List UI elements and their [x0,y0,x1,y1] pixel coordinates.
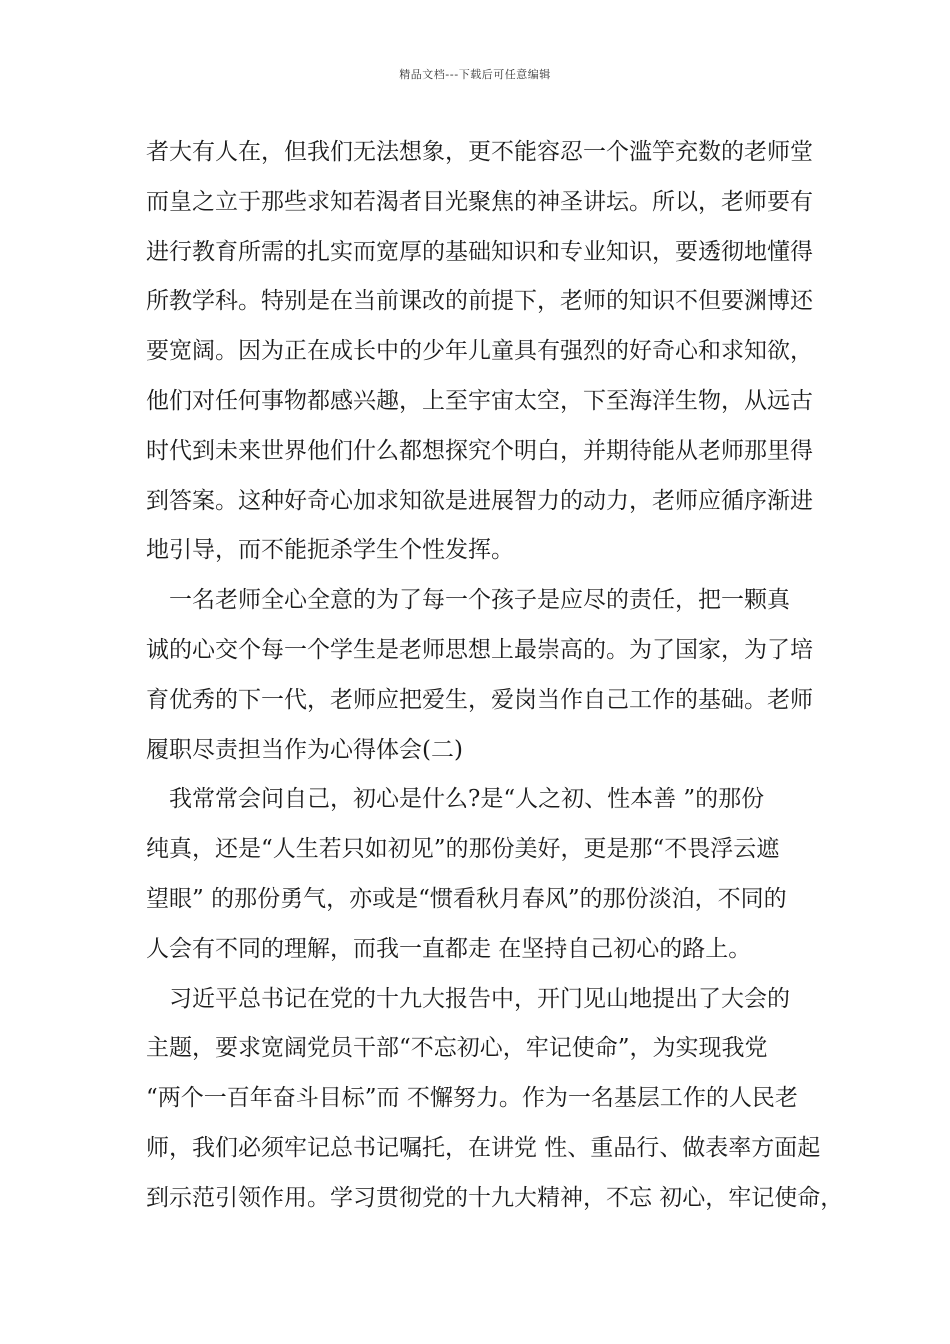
text-line: 师，我们必须牢记总书记嘱托，在讲党 性、重品行、做表率方面起 [146,1134,821,1161]
text-line: 时代到未来世界他们什么都想探究个明白，并期待能从老师那里得 [146,437,813,464]
text-line: 纯真，还是“人生若只如初见”的那份美好，更是那“不畏浮云遮 [146,836,780,863]
text-line: 人会有不同的理解，而我一直都走 在坚持自己初心的路上。 [146,935,752,962]
text-line: 到示范引领作用。学习贯彻党的十九大精神，不忘 初心，牢记使命， [146,1184,844,1211]
text-line: 到答案。这种好奇心加求知欲是进展智力的动力，老师应循序渐进 [146,487,813,514]
text-line: 进行教育所需的扎实而宽厚的基础知识和专业知识，要透彻地懂得 [146,238,813,265]
text-line: 而皇之立于那些求知若渴者目光聚焦的神圣讲坛。所以，老师要有 [146,188,813,215]
text-line: 一名老师全心全意的为了每一个孩子是应尽的责任，把一颗真 [146,587,790,614]
text-line: “两个一百年奋斗目标”而 不懈努力。作为一名基层工作的人民老 [146,1085,798,1112]
text-line: 育优秀的下一代，老师应把爱生，爱岗当作自己工作的基础。老师 [146,686,813,713]
text-line: 主题，要求宽阔党员干部“不忘初心，牢记使命”，为实现我党 [146,1035,768,1062]
text-line: 者大有人在，但我们无法想象，更不能容忍一个滥竽充数的老师堂 [146,139,813,165]
text-line: 望眼” 的那份勇气，亦或是“惯看秋月春风”的那份淡泊，不同的 [146,885,787,912]
text-line: 履职尽责担当作为心得体会(二) [146,736,463,763]
text-line: 习近平总书记在党的十九大报告中，开门见山地提出了大会的 [146,985,790,1012]
text-line: 他们对任何事物都感兴趣，上至宇宙太空，下至海洋生物，从远古 [146,387,813,414]
text-line: 地引导，而不能扼杀学生个性发挥。 [146,537,514,564]
body-text [146,128,844,1224]
text-line: 要宽阔。因为正在成长中的少年儿童具有强烈的好奇心和求知欲， [146,338,813,365]
page-header: 精品文档---下载后可任意编辑 [399,68,551,81]
text-line: 诚的心交个每一个学生是老师思想上最崇高的。为了国家，为了培 [146,636,813,663]
text-line: 我常常会问自己，初心是什么?是“人之初、性本善 ”的那份 [146,786,765,813]
text-line: 所教学科。特别是在当前课改的前提下，老师的知识不但要渊博还 [146,288,813,315]
